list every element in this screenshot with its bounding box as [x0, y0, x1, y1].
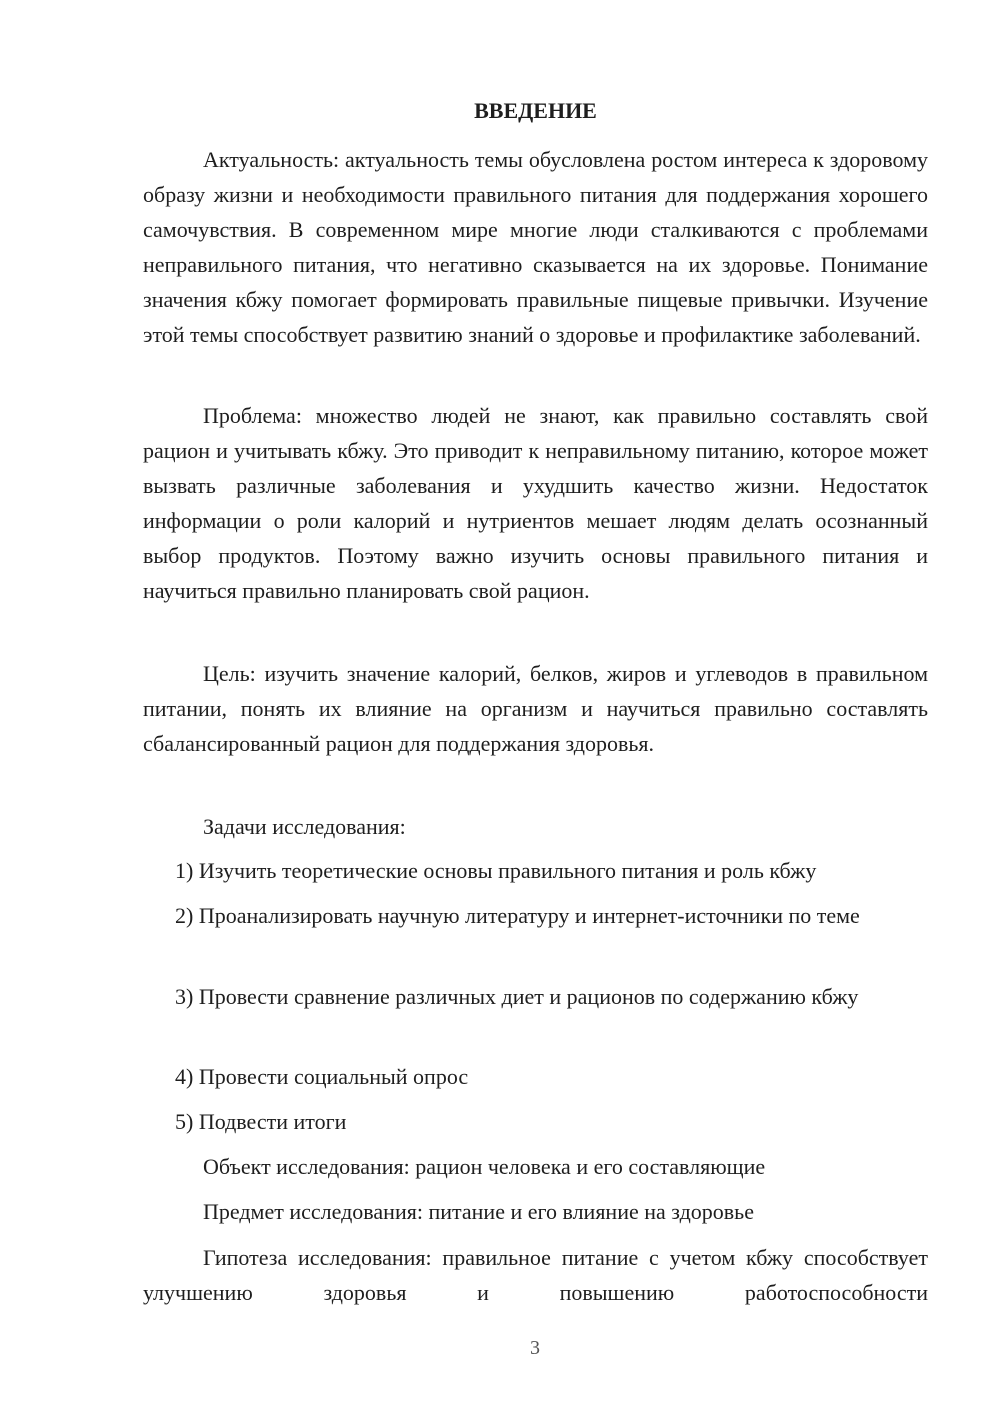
- paragraph-goal: Цель: изучить значение калорий, белков, жиров и углеводов в правильном питании, понять их влияние на организм и научиться правильно составлять сбалансированный рацион для поддержания здоровья.: [143, 661, 928, 756]
- paragraph-hypothesis: Гипотеза исследования: правильное питание с учетом кбжу способствует улучшению здоровья и повышению работоспособности: [143, 1245, 928, 1305]
- paragraph-object: Объект исследования: рацион человека и его составляющие: [203, 1154, 766, 1179]
- page-number: 3: [530, 1337, 540, 1359]
- task-item-2: 2) Проанализировать научную литературу и интернет-источники по теме: [175, 903, 860, 928]
- task-item-3: 3) Провести сравнение различных диет и рационов по содержанию кбжу: [175, 984, 859, 1009]
- paragraph-subject: Предмет исследования: питание и его влияние на здоровье: [203, 1199, 754, 1224]
- page-title: ВВЕДЕНИЕ: [474, 98, 597, 123]
- paragraph-problem: Проблема: множество людей не знают, как правильно составлять свой рацион и учитывать кбжу. Это приводит к неправильному питанию, которое может вызвать различные заболевания и ухудшить качество жизни. Недостаток информации о роли калорий и нутриентов мешает людям делать осознанный выбор продуктов. Поэтому важно изучить основы правильного питания и научиться правильно планировать свой рацион.: [143, 403, 928, 603]
- task-item-4: 4) Провести социальный опрос: [175, 1064, 469, 1089]
- task-item-1: 1) Изучить теоретические основы правильного питания и роль кбжу: [175, 858, 817, 883]
- tasks-heading: Задачи исследования:: [203, 814, 406, 839]
- paragraph-relevance: Актуальность: актуальность темы обусловлена ростом интереса к здоровому образу жизни и необходимости правильного питания для поддержания хорошего самочувствия. В современном мире многие люди сталкиваются с проблемами неправильного питания, что негативно сказывается на их здоровье. Понимание значения кбжу помогает формировать правильные пищевые привычки. Изучение этой темы способствует развитию знаний о здоровье и профилактике заболеваний.: [143, 147, 928, 347]
- task-item-5: 5) Подвести итоги: [175, 1109, 347, 1134]
